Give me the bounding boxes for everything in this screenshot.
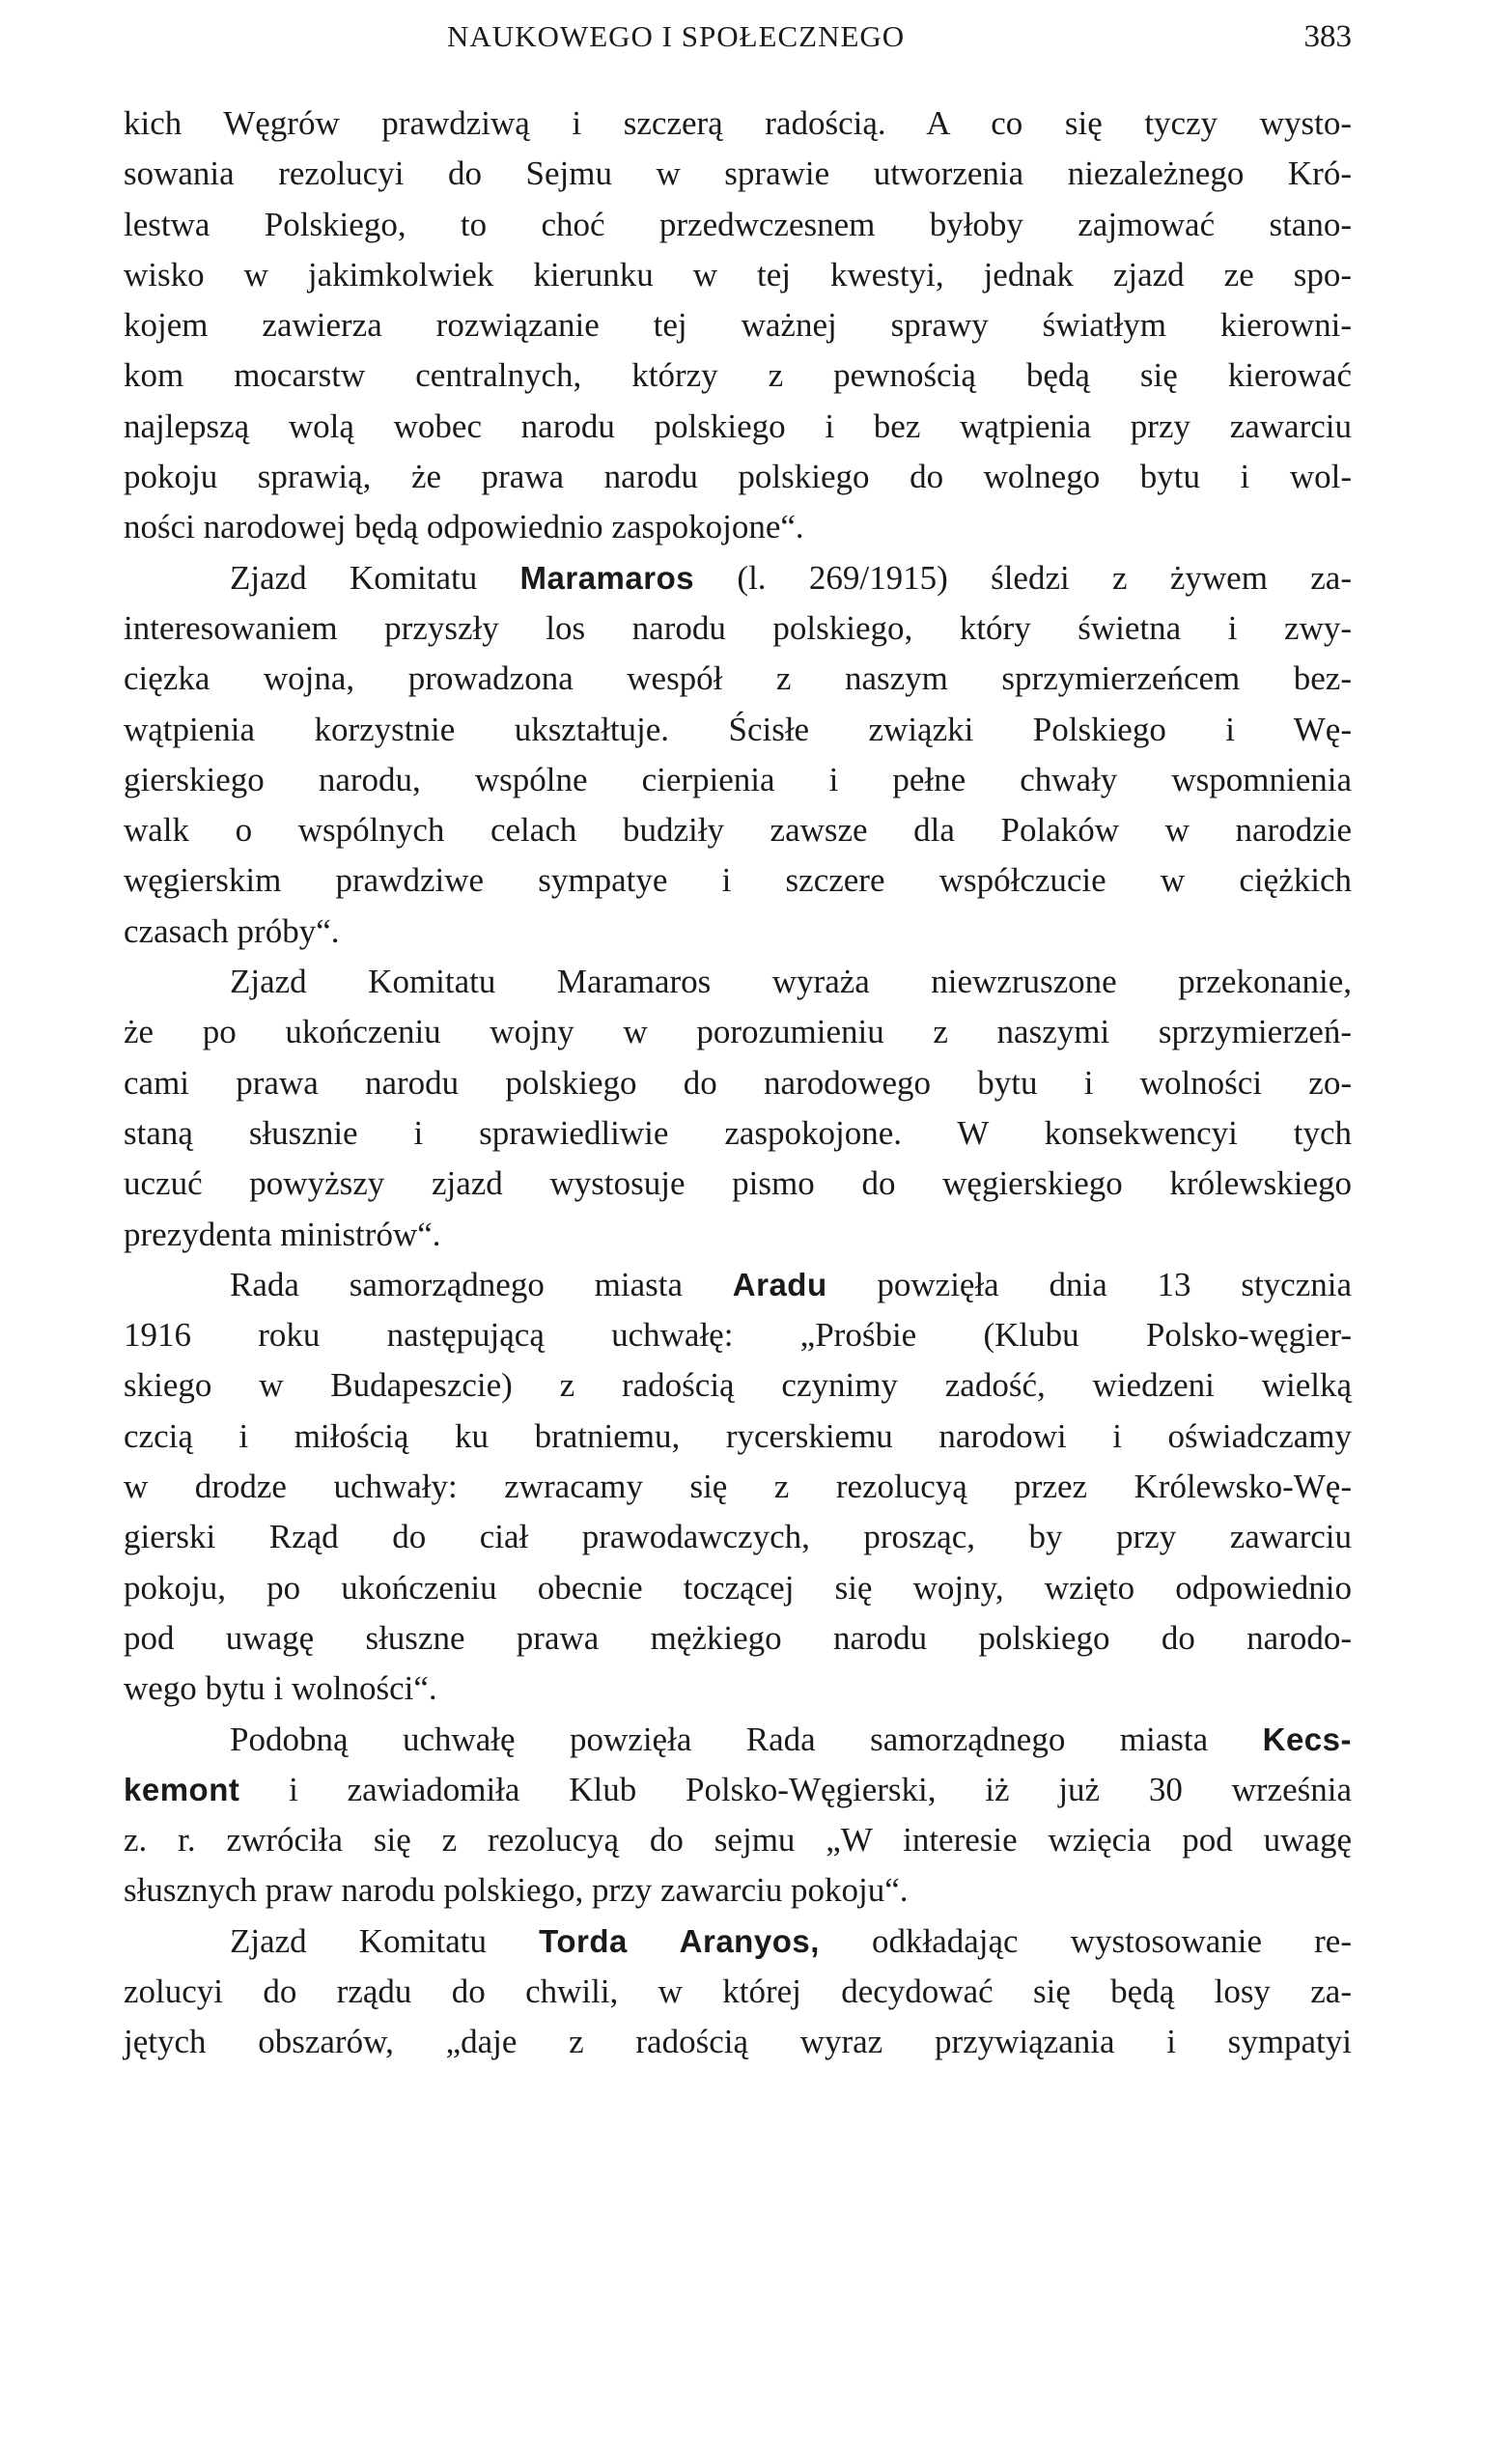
text-segment: kich Węgrów prawdziwą i szczerą radością. A co się tyczy wysto- — [124, 104, 1352, 142]
text-segment: czasach próby“. — [124, 911, 340, 950]
text-segment: pokoju, po ukończeniu obecnie toczącej się wojny, wzięto odpowiednio — [124, 1568, 1352, 1607]
text-segment: 1916 roku następującą uchwałę: „Prośbie (Klubu Polsko-węgier- — [124, 1316, 1352, 1355]
text-segment: Zjazd Komitatu — [230, 1921, 540, 1960]
text-line — [124, 907, 1352, 957]
text-line — [124, 1159, 1352, 1209]
text-line — [124, 1765, 1352, 1815]
text-segment: że po ukończeniu wojny w porozumieniu z naszymi sprzymierzeń- — [124, 1013, 1352, 1051]
text-segment: wątpienia korzystnie ukształtuje. Ścisłe związki Polskiego i Wę- — [124, 710, 1352, 748]
text-segment: w drodze uchwały: zwracamy się z rezolucyą przez Królewsko-Wę- — [124, 1468, 1352, 1506]
text-segment: gierski Rząd do ciał prawodawczych, prosząc, by przy zawarciu — [124, 1518, 1352, 1556]
text-line — [124, 1412, 1352, 1462]
text-segment: Rada samorządnego miasta — [230, 1265, 733, 1303]
running-head — [124, 14, 1352, 71]
text-line — [124, 1260, 1352, 1310]
place-name: Torda Aranyos, — [539, 1922, 820, 1959]
text-line — [124, 1613, 1352, 1664]
text-segment: prezydenta ministrów“. — [124, 1215, 441, 1253]
text-segment: kojem zawierza rozwiązanie tej ważnej sprawy światłym kierowni- — [124, 306, 1352, 345]
text-line — [124, 200, 1352, 250]
place-name: kemont — [124, 1771, 240, 1807]
text-segment: Zjazd Komitatu — [230, 558, 520, 597]
running-title: NAUKOWEGO I SPOŁECZNEGO — [447, 19, 906, 53]
text-segment: cami prawa narodu polskiego do narodowego bytu i wolności zo- — [124, 1063, 1352, 1102]
text-line — [124, 1462, 1352, 1512]
text-line — [124, 350, 1352, 401]
text-line — [124, 553, 1352, 603]
text-line — [124, 1210, 1352, 1260]
text-line — [124, 1664, 1352, 1714]
text-line — [124, 250, 1352, 300]
text-segment: powzięła dnia 13 stycznia — [826, 1265, 1352, 1303]
text-segment: i zawiadomiła Klub Polsko-Węgierski, iż już 30 września — [239, 1770, 1352, 1808]
text-segment: słusznych praw narodu polskiego, przy zawarciu pokoju“. — [124, 1871, 909, 1910]
text-line — [124, 1715, 1352, 1765]
text-segment: czcią i miłością ku bratniemu, rycerskiemu narodowi i oświadczamy — [124, 1416, 1352, 1455]
text-line — [124, 149, 1352, 199]
text-line — [124, 1967, 1352, 2017]
page-number: 383 — [1303, 19, 1352, 54]
text-segment: jętych obszarów, „daje z radością wyraz przywiązania i sympatyi — [124, 2023, 1352, 2061]
text-segment: lestwa Polskiego, to choć przedwczesnem byłoby zajmować stano- — [124, 205, 1352, 243]
text-line — [124, 957, 1352, 1007]
text-line — [124, 705, 1352, 755]
text-line — [124, 1916, 1352, 1967]
text-line — [124, 805, 1352, 855]
text-segment: skiego w Budapeszcie) z radością czynimy zadość, wiedzeni wielką — [124, 1366, 1352, 1405]
text-line — [124, 654, 1352, 704]
text-line — [124, 1108, 1352, 1159]
text-segment: (l. 269/1915) śledzi z żywem za- — [694, 558, 1352, 597]
text-segment: uczuć powyższy zjazd wystosuje pismo do węgierskiego królewskiego — [124, 1164, 1352, 1203]
text-segment: wego bytu i wolności“. — [124, 1669, 437, 1708]
text-line — [124, 502, 1352, 552]
text-segment: węgierskim prawdziwe sympatye i szczere współczucie w ciężkich — [124, 861, 1352, 900]
text-segment: zolucyi do rządu do chwili, w której decydować się będą losy za- — [124, 1972, 1352, 2010]
text-segment: wisko w jakimkolwiek kierunku w tej kwestyi, jednak zjazd ze spo- — [124, 255, 1352, 294]
text-segment: ności narodowej będą odpowiednio zaspokojone“. — [124, 508, 804, 546]
text-segment: Zjazd Komitatu Maramaros wyraża niewzruszone przekonanie, — [230, 963, 1352, 1001]
text-segment: interesowaniem przyszły los narodu polskiego, który świetna i zwy- — [124, 608, 1352, 647]
text-line — [124, 452, 1352, 502]
text-line — [124, 855, 1352, 906]
text-line — [124, 300, 1352, 350]
text-line — [124, 603, 1352, 654]
text-segment: staną słusznie i sprawiedliwie zaspokojone. W konsekwencyi tych — [124, 1113, 1352, 1152]
place-name: Maramaros — [519, 559, 695, 596]
text-segment: najlepszą wolą wobec narodu polskiego i bez wątpienia przy zawarciu — [124, 406, 1352, 445]
text-line — [124, 1563, 1352, 1613]
text-line — [124, 1865, 1352, 1916]
text-segment: pod uwagę słuszne prawa mężkiego narodu polskiego do narodo- — [124, 1618, 1352, 1657]
text-line — [124, 1360, 1352, 1411]
text-segment: walk o wspólnych celach budziły zawsze dla Polaków w narodzie — [124, 811, 1352, 850]
text-segment: Podobną uchwałę powzięła Rada samorządnego miasta — [230, 1720, 1263, 1758]
text-segment: gierskiego narodu, wspólne cierpienia i pełne chwały wspomnienia — [124, 760, 1352, 798]
text-segment: sowania rezolucyi do Sejmu w sprawie utworzenia niezależnego Kró- — [124, 154, 1352, 193]
text-segment: cięzka wojna, prowadzona wespół z naszym sprzymierzeńcem bez- — [124, 659, 1352, 698]
text-line — [124, 402, 1352, 452]
place-name: Kecs- — [1262, 1721, 1352, 1757]
text-line — [124, 1310, 1352, 1360]
text-segment: z. r. zwróciła się z rezolucyą do sejmu „W interesie wzięcia pod uwagę — [124, 1821, 1352, 1860]
text-line — [124, 98, 1352, 149]
text-line — [124, 1512, 1352, 1562]
text-segment: odkładając wystosowanie re- — [819, 1921, 1352, 1960]
text-segment: kom mocarstw centralnych, którzy z pewnością będą się kierować — [124, 356, 1352, 395]
text-line — [124, 1815, 1352, 1865]
text-segment: pokoju sprawią, że prawa narodu polskiego do wolnego bytu i wol- — [124, 458, 1352, 496]
text-line — [124, 755, 1352, 805]
text-line — [124, 1058, 1352, 1108]
body-text — [124, 98, 1352, 2068]
text-line — [124, 1007, 1352, 1057]
text-line — [124, 2017, 1352, 2067]
place-name: Aradu — [732, 1266, 827, 1302]
